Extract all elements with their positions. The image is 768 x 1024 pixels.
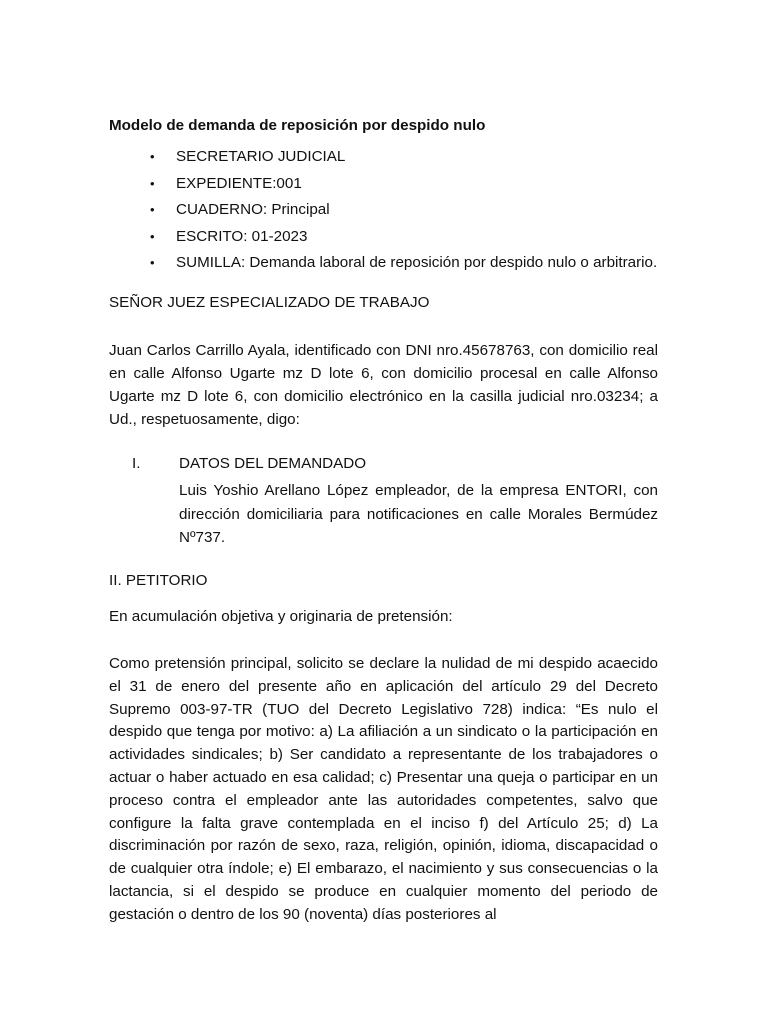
bullet-icon: • [150, 202, 155, 217]
section-number: I. [132, 455, 141, 472]
list-item [150, 149, 670, 165]
list-item [150, 202, 670, 218]
header-item-expediente: EXPEDIENTE:001 [176, 174, 302, 192]
header-bullet-list [150, 149, 670, 271]
header-item-sumilla: SUMILLA: Demanda laboral de reposición por despido nulo o arbitrario. [176, 254, 658, 271]
accumulation-line: En acumulación objetiva y originaria de pretensión: [109, 608, 453, 625]
section-body: Luis Yoshio Arellano López empleador, de la empresa ENTORI, con dirección domiciliaria para notificaciones en calle Morales Bermúdez Nº737. [179, 482, 658, 546]
bullet-icon: • [150, 149, 155, 164]
list-item [150, 255, 670, 271]
section-petitorio-heading: II. PETITORIO [109, 572, 208, 589]
intro-paragraph: Juan Carlos Carrillo Ayala, identificado con DNI nro.45678763, con domicilio real en calle Alfonso Ugarte mz D lote 6, con domicilio procesal en calle Alfonso Ugarte mz D lote 6, con domicilio electrónico en la casilla judicial nro.03234; a Ud., respetuosamente, digo: [109, 342, 658, 428]
header-item-escrito: ESCRITO: 01-2023 [176, 227, 308, 245]
addressee-line: SEÑOR JUEZ ESPECIALIZADO DE TRABAJO [109, 294, 430, 311]
main-claim-paragraph: Como pretensión principal, solicito se declare la nulidad de mi despido acaecido el 31 de enero del presente año en aplicación del artículo 29 del Decreto Supremo 003-97-TR (TUO del Decreto Legislativo 728) indica: “Es nulo el despido que tenga por motivo: a) La afiliación a un sindicato o la participación en actividades sindicales; b) Ser candidato a representante de los trabajadores o actuar o haber actuado en esa calidad; c) Presentar una queja o participar en un proceso contra el empleador ante las autoridades competentes, salvo que configure la falta grave contemplada en el inciso f) del Artículo 25; d) La discriminación por razón de sexo, raza, religión, opinión, idioma, discapacidad o de cualquier otra índole; e) El embarazo, el nacimiento y sus consecuencias o la lactancia, si el despido se produce en cualquier momento del periodo de gestación o dentro de los 90 (noventa) días posteriores al [109, 655, 658, 923]
bullet-icon: • [150, 228, 155, 244]
list-item [150, 229, 670, 245]
header-item-cuaderno: CUADERNO: Principal [176, 201, 330, 218]
document-title: Modelo de demanda de reposición por despido nulo [109, 117, 486, 134]
list-item [150, 176, 670, 192]
bullet-icon: • [150, 175, 155, 191]
section-heading: DATOS DEL DEMANDADO [179, 455, 367, 472]
bullet-icon: • [150, 255, 155, 270]
header-item-secretario: SECRETARIO JUDICIAL [176, 148, 346, 165]
